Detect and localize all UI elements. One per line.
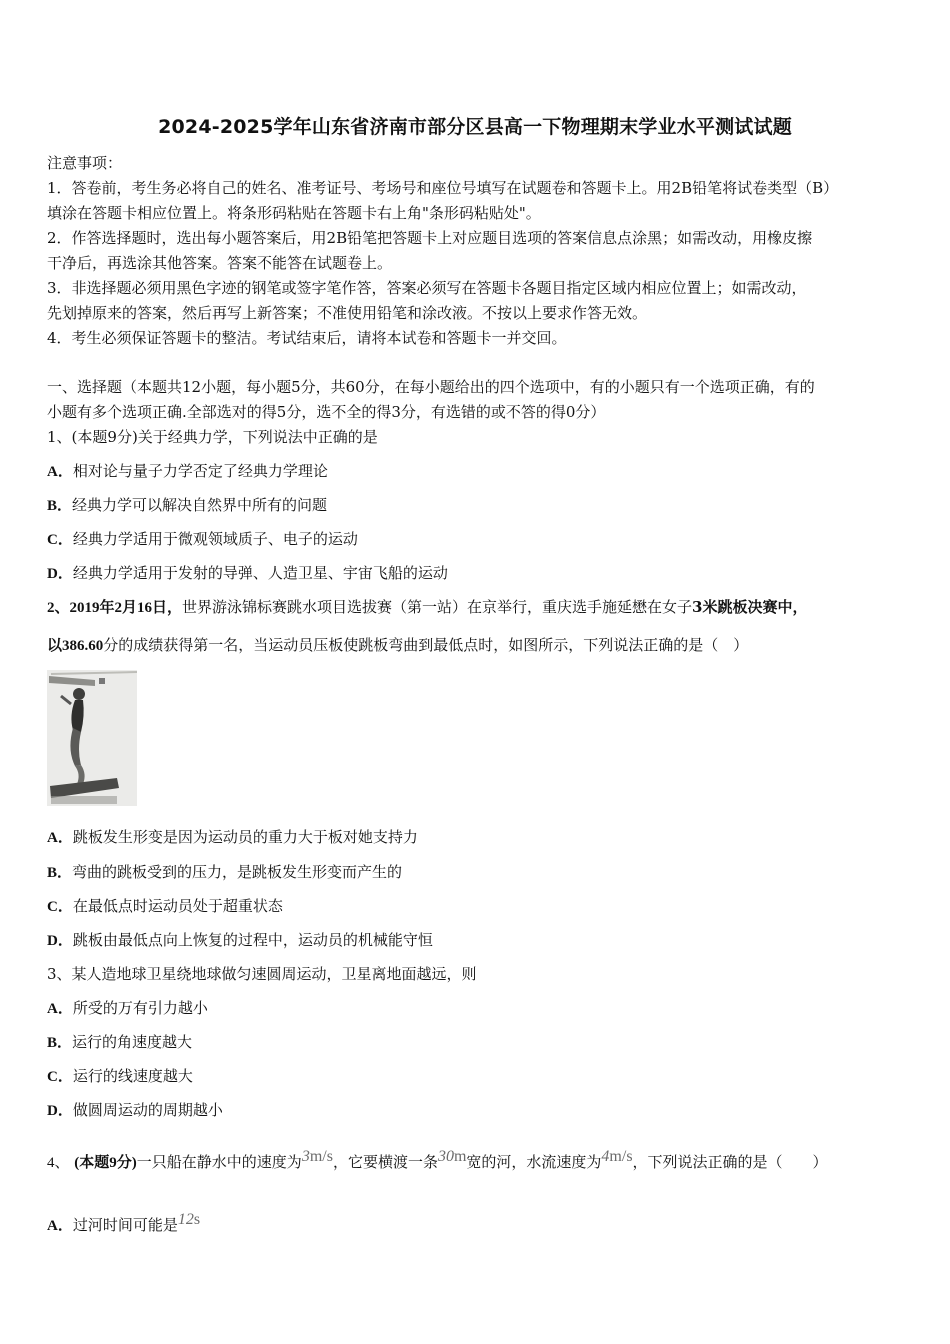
option-letter: D． [47, 1103, 73, 1119]
crossing-time-value: 12s [177, 1211, 201, 1228]
section-heading: 一、选择题（本题共12小题，每小题5分，共60分，在每小题给出的四个选项中，有的小题只有一个选项正确，有的 [47, 378, 815, 396]
option-text: 经典力学适用于微观领域质子、电子的运动 [72, 530, 358, 548]
question-2-option-d [47, 930, 433, 951]
notice-line: 填涂在答题卡相应位置上。将条形码粘贴在答题卡右上角"条形码粘贴处"。 [47, 204, 541, 222]
option-text: 在最低点时运动员处于超重状态 [72, 897, 283, 915]
question-1-option-a [47, 461, 328, 482]
question-1-option-c [47, 529, 358, 550]
option-letter: D． [47, 566, 73, 582]
option-letter: C． [47, 1069, 73, 1085]
notice-line: 干净后，再选涂其他答案。答案不能答在试题卷上。 [47, 254, 393, 272]
option-letter: B． [47, 865, 73, 881]
option-letter: C． [47, 532, 73, 548]
question-4-text: 一只船在静水中的速度为 [136, 1153, 302, 1171]
notice-heading: 注意事项： [47, 154, 123, 172]
question-4-number: 4、 [47, 1155, 70, 1171]
question-3-stem: 3、某人造地球卫星绕地球做匀速圆周运动，卫星离地面越远，则 [47, 965, 477, 983]
question-4-text: ，下列说法正确的是（ ） [632, 1153, 828, 1171]
question-4-text: ，它要横渡一条 [332, 1153, 438, 1171]
option-letter: A． [47, 1218, 73, 1234]
question-2-stem-text: 分的成绩获得第一名，当运动员压板使跳板弯曲到最低点时，如图所示，下列说法正确的是（ ） [103, 636, 749, 654]
option-text: 所受的万有引力越小 [72, 999, 208, 1017]
notice-line: 先划掉原来的答案，然后再写上新答案；不准使用铅笔和涂改液。不按以上要求作答无效。 [47, 304, 648, 322]
river-width-value: 30m [437, 1148, 467, 1165]
question-1-stem: 1、(本题9分)关于经典力学，下列说法中正确的是 [47, 428, 378, 446]
question-2-stem-text: 世界游泳锦标赛跳水项目选拔赛（第一站）在京举行，重庆选手施延懋在女子 [182, 598, 693, 616]
notice-line: 4．考生必须保证答题卡的整洁。考试结束后，请将本试卷和答题卡一并交回。 [47, 329, 567, 347]
question-3-option-b [47, 1032, 192, 1053]
question-2-event: 3米跳板决赛中， [692, 598, 808, 616]
question-2-option-a [47, 827, 418, 848]
notice-line: 1．答卷前，考生务必将自己的姓名、准考证号、考场号和座位号填写在试题卷和答题卡上。用2B铅笔将试卷类型（B） [47, 179, 839, 197]
notice-line: 3．非选择题必须用黑色字迹的钢笔或签字笔作答，答案必须写在答题卡各题目指定区域内相应位置上；如需改动， [47, 279, 807, 297]
question-4-stem [47, 1147, 828, 1173]
question-2-date: 2、2019年2月16日， [47, 600, 183, 616]
question-2-stem-line2 [47, 635, 748, 656]
question-3-option-a [47, 998, 208, 1019]
question-2-score: 以386.60 [47, 638, 104, 654]
boat-speed-value: 3m/s [301, 1148, 333, 1165]
option-letter: A． [47, 830, 73, 846]
question-2-option-b [47, 862, 402, 883]
diver-on-springboard-image [47, 670, 137, 806]
option-text: 做圆周运动的周期越小 [72, 1101, 223, 1119]
option-letter: A． [47, 1001, 73, 1017]
option-letter: B． [47, 1035, 73, 1051]
page-title: 2024-2025学年山东省济南市部分区县高一下物理期末学业水平测试试题 [158, 116, 792, 138]
section-heading: 小题有多个选项正确.全部选对的得5分，选不全的得3分，有选错的或不答的得0分） [47, 403, 606, 421]
option-text: 跳板由最低点向上恢复的过程中，运动员的机械能守恒 [72, 931, 433, 949]
question-1-option-b [47, 495, 327, 516]
question-4-tag: (本题9分) [74, 1155, 137, 1171]
option-letter: C． [47, 899, 73, 915]
question-3-option-d [47, 1100, 223, 1121]
option-text: 过河时间可能是 [72, 1216, 178, 1234]
option-letter: D． [47, 933, 73, 949]
option-text: 弯曲的跳板受到的压力，是跳板发生形变而产生的 [72, 863, 403, 881]
question-2-stem [47, 597, 807, 618]
option-text: 相对论与量子力学否定了经典力学理论 [72, 462, 328, 480]
question-2-option-c [47, 896, 283, 917]
question-1-option-d [47, 563, 448, 584]
question-4-option-a [47, 1210, 200, 1236]
option-text: 经典力学可以解决自然界中所有的问题 [72, 496, 328, 514]
question-3-option-c [47, 1066, 193, 1087]
option-letter: B． [47, 498, 73, 514]
option-text: 跳板发生形变是因为运动员的重力大于板对她支持力 [72, 828, 418, 846]
question-4-text: 宽的河，水流速度为 [466, 1153, 602, 1171]
current-speed-value: 4m/s [601, 1148, 633, 1165]
notice-line: 2．作答选择题时，选出每小题答案后，用2B铅笔把答题卡上对应题目选项的答案信息点涂黑；如需改动，用橡皮擦 [47, 229, 813, 247]
option-letter: A． [47, 464, 73, 480]
option-text: 经典力学适用于发射的导弹、人造卫星、宇宙飞船的运动 [72, 564, 448, 582]
option-text: 运行的角速度越大 [72, 1033, 193, 1051]
option-text: 运行的线速度越大 [72, 1067, 193, 1085]
